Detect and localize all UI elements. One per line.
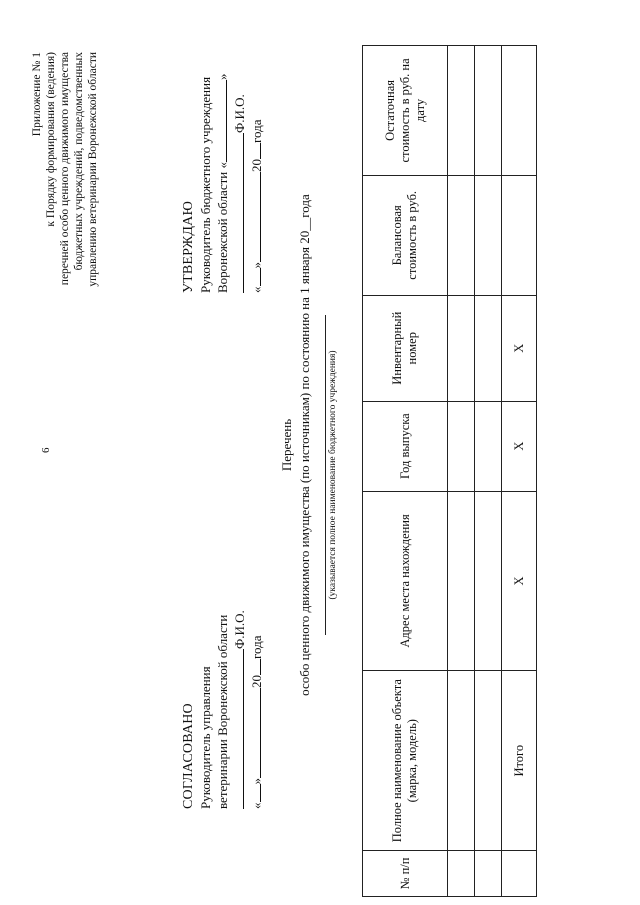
table-cell: [448, 295, 475, 401]
table-row: [448, 46, 475, 897]
month-blank: [248, 172, 261, 262]
total-label: Итого: [502, 671, 537, 851]
x-mark: Х: [502, 491, 537, 671]
page-number: 6: [40, 447, 52, 453]
approve-date-line: [248, 43, 265, 293]
table-cell: [475, 401, 502, 491]
agree-signature-line: [231, 549, 248, 809]
year-prefix: 20: [249, 159, 264, 172]
table-cell: [475, 175, 502, 295]
signature-blank: [231, 649, 244, 809]
header-cell: Остаточная стоимость в руб. на дату: [363, 46, 448, 176]
year-word: года: [249, 635, 264, 659]
x-mark: Х: [502, 295, 537, 401]
header-cell: Балансовая стоимость в руб.: [363, 175, 448, 295]
approve-fio: Ф.И.О.: [232, 94, 247, 133]
appendix-line: Приложение № 1: [31, 52, 43, 137]
header-cell: № п/п: [363, 851, 448, 897]
org-blank: [214, 80, 227, 162]
agree-fio: Ф.И.О.: [232, 610, 247, 649]
table-cell: [502, 851, 537, 897]
agree-line: Руководитель управления: [198, 666, 213, 809]
header-cell: Полное наименование объекта (марка, модель): [363, 671, 448, 851]
org-name-caption: (указывается полное наименование бюджетного учреждения): [325, 315, 338, 635]
table-cell: [475, 671, 502, 851]
header-cell: Инвентарный номер: [363, 295, 448, 401]
table-cell: [448, 851, 475, 897]
approve-line: Руководитель бюджетного учреждения: [198, 76, 213, 293]
property-table: [362, 45, 537, 897]
table-cell: [448, 175, 475, 295]
quote-close: »: [249, 778, 264, 785]
table-cell: [502, 46, 537, 176]
approve-heading: УТВЕРЖДАЮ: [181, 200, 196, 293]
x-mark: Х: [502, 401, 537, 491]
document-title: [278, 165, 314, 725]
day-blank: [248, 269, 261, 287]
approve-block: [180, 43, 265, 293]
table-cell: [448, 46, 475, 176]
table-cell: [448, 671, 475, 851]
table-cell: [475, 46, 502, 176]
header-cell: Адрес места нахождения: [363, 491, 448, 671]
title-line: Перечень: [279, 418, 294, 472]
quote-close: »: [215, 73, 230, 81]
agree-heading: СОГЛАСОВАНО: [181, 703, 196, 809]
table-cell: [448, 401, 475, 491]
table-cell: [475, 295, 502, 401]
year-prefix: 20: [249, 675, 264, 688]
table-cell: [475, 851, 502, 897]
agree-date-line: [248, 549, 265, 809]
year-blank: [248, 659, 261, 675]
appendix-line: управлению ветеринарии Воронежской области: [87, 52, 99, 287]
agree-block: [180, 549, 265, 809]
appendix-note: [30, 52, 100, 382]
quote-open: «: [249, 286, 264, 293]
table-cell: [502, 175, 537, 295]
table-header-row: [363, 46, 448, 897]
approve-line: Воронежской области «: [215, 162, 230, 293]
approve-signature-line: [231, 43, 248, 293]
table-cell: [448, 491, 475, 671]
title-line: особо ценного движимого имущества (по источникам) по состоянию на 1 января 20__года: [297, 194, 312, 696]
header-cell: Год выпуска: [363, 401, 448, 491]
appendix-line: бюджетных учреждений, подведомственных: [73, 52, 85, 271]
day-blank: [248, 785, 261, 803]
signature-blank: [231, 133, 244, 293]
quote-close: »: [249, 262, 264, 269]
appendix-line: перечней особо ценного движимого имущества: [59, 52, 71, 286]
month-blank: [248, 688, 261, 778]
table-cell: [475, 491, 502, 671]
table-row: [475, 46, 502, 897]
quote-open: «: [249, 802, 264, 809]
appendix-line: к Порядку формирования (ведения): [45, 52, 57, 227]
table-total-row: [502, 46, 537, 897]
approve-org-line: [214, 43, 231, 293]
year-word: года: [249, 119, 264, 143]
year-blank: [248, 143, 261, 159]
agree-line: ветеринарии Воронежской области: [215, 614, 230, 809]
